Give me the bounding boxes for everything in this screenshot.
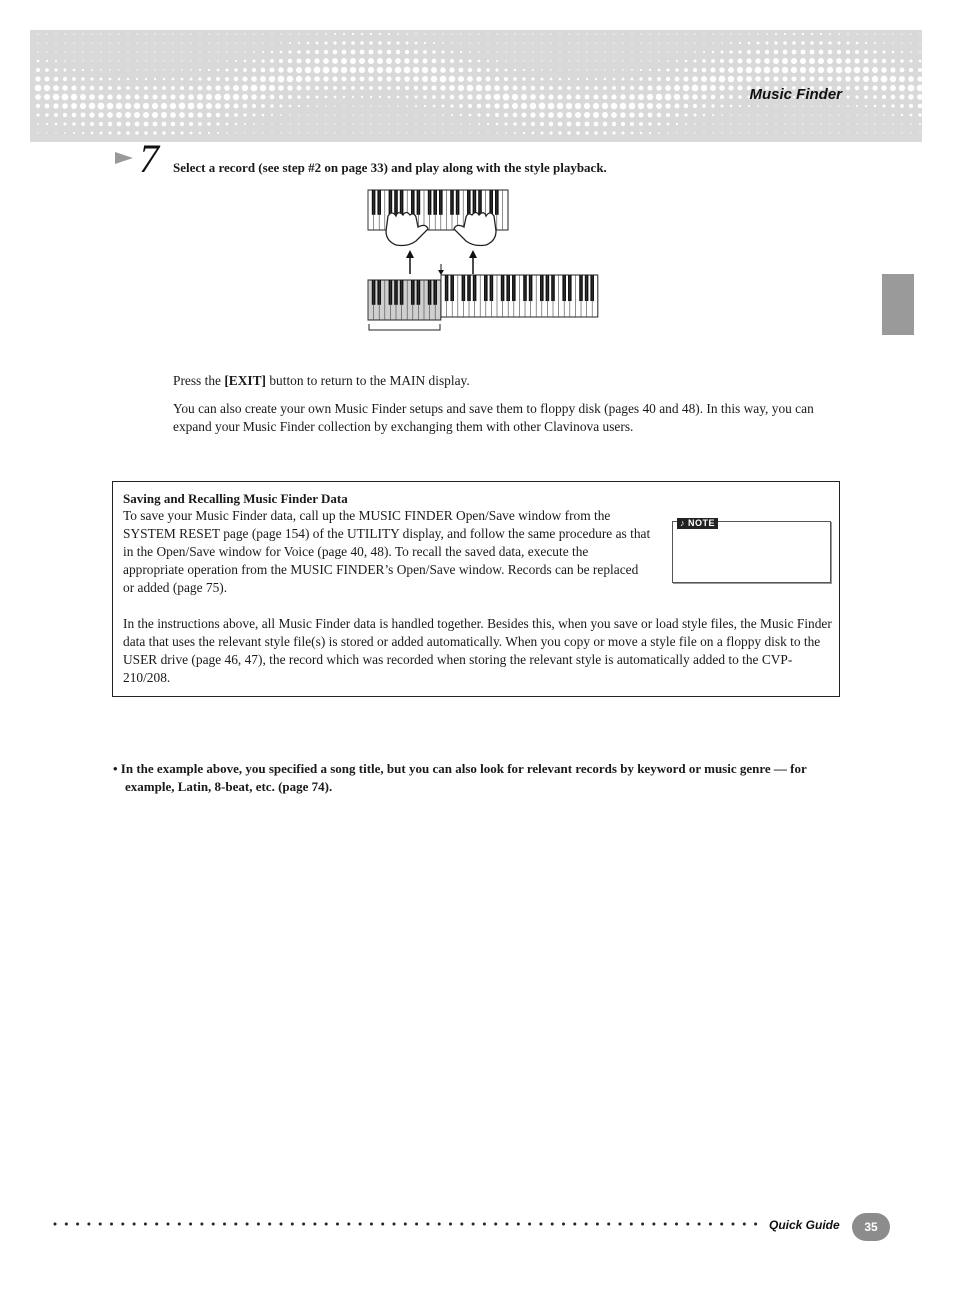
- step-number: 7: [139, 136, 159, 181]
- note-box: [672, 518, 831, 583]
- exit-suffix: button to return to the MAIN display.: [266, 373, 470, 388]
- note-label: ♪ NOTE: [677, 518, 718, 529]
- keyboard-illustration: [366, 188, 602, 334]
- note-label-text: NOTE: [688, 518, 716, 528]
- body-paragraph: You can also create your own Music Finder setups and save them to floppy disk (pages 40 and 48). In this way, you can expand your Music Finder collection by exchanging them with other Clavinova users.: [173, 401, 814, 434]
- step-instruction: Select a record (see step #2 on page 33) and play along with the style playback.: [173, 160, 607, 175]
- bullet-note: • In the example above, you specified a song title, but you can also look for relevant records by keyword or music genre — for example, Latin, 8-beat, etc. (page 74).: [113, 761, 807, 794]
- footer-label: Quick Guide: [769, 1218, 840, 1232]
- exit-instruction: [173, 372, 833, 390]
- chord-range-bracket: [369, 324, 440, 330]
- info-box-paragraph-1: To save your Music Finder data, call up the MUSIC FINDER Open/Save window from the SYSTEM RESET page (page 154) of the UTILITY display, and follow the same procedure as that in the Open/Save window for Voice (page 40, 48). To recall the saved data, execute the appropriate operation from the MUSIC FINDER’s Open/Save window. Records can be replaced or added (page 75).: [123, 508, 651, 595]
- page-number-badge: 35: [852, 1213, 890, 1241]
- info-box: [112, 481, 840, 697]
- chapter-side-tab: [882, 274, 914, 335]
- split-arrows: [406, 250, 477, 275]
- exit-button-label: [EXIT]: [224, 373, 266, 388]
- section-title: Music Finder: [749, 86, 842, 103]
- step-arrow-icon: [115, 148, 135, 168]
- exit-prefix: Press the: [173, 373, 225, 388]
- info-box-paragraph-2: In the instructions above, all Music Finder data is handled together. Besides this, when you save or load style files, the Music Finder data that uses the relevant style file(s) is stored or added automatically. When you copy or move a style file on a floppy disk to the USER drive (page 46, 47), the record which was recorded when storing the relevant style is automatically added to the CVP-210/208.: [123, 616, 832, 685]
- footer-dot-leader: [52, 1218, 764, 1230]
- lower-keyboard: [368, 275, 598, 320]
- info-box-title: Saving and Recalling Music Finder Data: [123, 491, 348, 506]
